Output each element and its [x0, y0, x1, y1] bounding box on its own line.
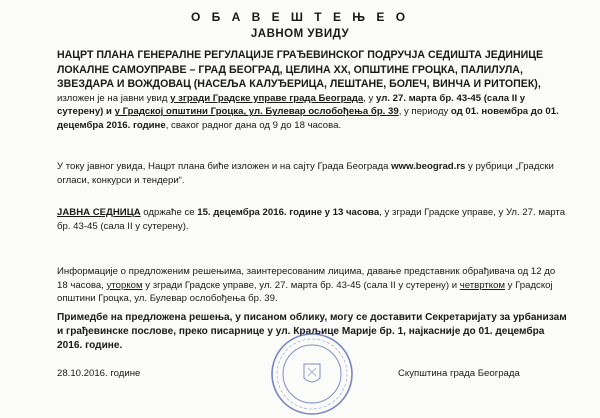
day-thursday: четвртком [459, 279, 505, 291]
address: ул. 27. марта бр. 43-45 [376, 92, 482, 104]
paragraph-information [57, 265, 567, 306]
text: (сала II у сутерену) и [57, 92, 526, 118]
signature-assembly: Скупштина града Београда [398, 368, 520, 379]
session-datetime: 15. децембра 2016. године у 13 часова [197, 207, 380, 218]
website-link[interactable]: www.beograd.rs [391, 161, 466, 172]
text: одржаће се [140, 207, 198, 218]
text: Информације о предложеним решењима, заинтересованим лицима, давање представник обрађивача од 12 до 18 часова, [57, 266, 556, 291]
plan-title: НАЦРТ ПЛАНА ГЕНЕРАЛНЕ РЕГУЛАЦИЈЕ ГРАЂЕВИНСКОГ ПОДРУЧЈА СЕДИШТА ЈЕДИНИЦЕ ЛОКАЛНЕ САМОУПРАВЕ – ГРАД БЕОГРАД, ЦЕЛИНА XX, ОПШТИНЕ ГРОЦКА, ПАЛИЛУЛА, ЗВЕЗДАРА И ВОЖДОВАЦ (НАСЕЉА КАЛУЂЕРИЦА, ЛЕШТАНЕ, БОЛЕЧ, ВИНЧА И РИТОПЕК), [57, 49, 544, 91]
paragraph-objections: Примедбе на предложена решења, у писаном облику, могу се доставити Секретаријату за урбанизам и грађевинске послове, преко писарнице у ул. Краљице Марије бр. 1, најкасније до 01. децембра 2016. године. [57, 312, 567, 351]
official-seal-stamp [268, 330, 356, 418]
paragraph-website [57, 160, 567, 187]
text: , у [363, 92, 377, 104]
text: изложен је на јавни увид [57, 92, 171, 104]
notice-subheading: ЈАВНОМ УВИДУ [250, 28, 350, 40]
text: , у згради Градске управе, у Ул. 27. марта бр. 43-45 (сала II у сутерену). [57, 207, 566, 232]
text: , сваког радног дана од 9 до 18 часова. [165, 119, 342, 131]
text: У току јавног увида, Нацрт плана биће изложен и на сајту Града Београда [57, 161, 392, 172]
notice-heading: О Б А В Е Ш Т Е Њ Е О [190, 10, 410, 24]
paragraph-public-session [57, 206, 567, 233]
text: у рубрици „Градски огласи, конкурси и тендери“. [57, 161, 554, 186]
document-date: 28.10.2016. године [57, 368, 141, 379]
text: у згради Градске управе, ул. 27. марта бр. 43-45 (сала II у сутерену) и [142, 279, 460, 291]
text: у Градској општини Гроцка, ул. Булевар ослобођења бр. 39. [57, 279, 553, 305]
day-tuesday: уторком [106, 279, 143, 291]
paragraph-plan [57, 48, 567, 133]
location-grocka-municipality: у Градској општини Гроцка, ул. Булевар ослобођења бр. 39 [114, 106, 399, 118]
location-city-administration: у згради Градске управе града Београда [170, 92, 364, 104]
text: , у периоду [398, 106, 451, 118]
public-session-label: ЈАВНА СЕДНИЦА [57, 207, 141, 218]
review-period: од 01. новембра до 01. децембра 2016. године [57, 106, 559, 131]
